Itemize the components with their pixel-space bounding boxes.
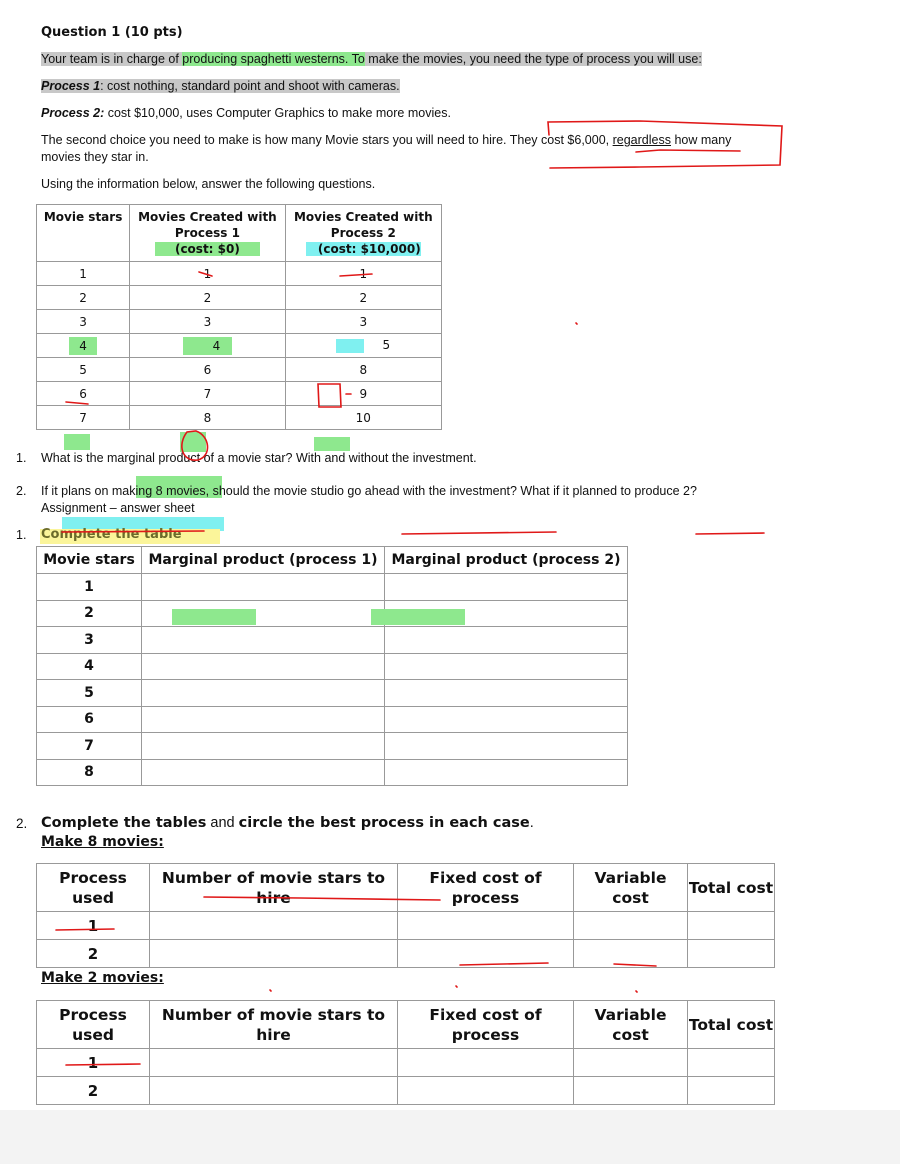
page-bottom-band: [0, 1110, 900, 1164]
mp2-cell[interactable]: [385, 733, 628, 760]
answer-cell[interactable]: [398, 912, 574, 940]
mp2-cell[interactable]: [385, 574, 628, 601]
answer-cell[interactable]: [688, 940, 775, 968]
process-1-line: [41, 78, 400, 95]
intro-line-1: [41, 51, 702, 68]
mp1-cell[interactable]: [142, 680, 385, 707]
table-row: 2: [37, 1077, 775, 1105]
section-2-title-d: .: [529, 815, 534, 831]
table-row: 1: [37, 1049, 775, 1077]
intro-line-1-post: make the movies, you need the type of process you will use:: [364, 52, 702, 66]
make-8-label: Make 8 movies:: [41, 834, 164, 850]
red-dot-mark: [270, 990, 271, 991]
stars-line-1-post: how many: [670, 133, 732, 147]
stars-line-1: [41, 132, 731, 149]
question-title: Question 1 (10 pts): [41, 25, 183, 40]
section-2-title-b: and: [206, 815, 239, 831]
section-2-number: 2.: [16, 816, 28, 831]
make-2-header: Process used Number of movie stars to hire Fixed cost of process Variable cost Total cost: [37, 1001, 775, 1049]
intro-highlight: producing spaghetti westerns. To: [182, 52, 365, 66]
marginal-product-table: [36, 546, 628, 786]
section-1-title: Complete the table: [41, 527, 182, 542]
answer-cell[interactable]: [574, 912, 688, 940]
answer-cell[interactable]: [574, 940, 688, 968]
question-2-number: 2.: [16, 484, 27, 498]
make-8-table: [36, 863, 775, 968]
section-1-number: 1.: [16, 528, 27, 542]
mp2-cell[interactable]: [385, 627, 628, 654]
process-2-text: cost $10,000, uses Computer Graphics to make more movies.: [104, 106, 451, 120]
make-2-table: [36, 1000, 775, 1105]
answer-cell[interactable]: [150, 940, 398, 968]
assignment-label: Assignment – answer sheet: [41, 501, 195, 515]
process-2-label: Process 2:: [41, 106, 105, 120]
highlight-mark: [371, 609, 465, 625]
mp2-cell[interactable]: [385, 706, 628, 733]
using-info-line: Using the information below, answer the following questions.: [41, 177, 376, 191]
table-row: 3: [37, 627, 628, 654]
table-row: 7: [37, 733, 628, 760]
answer-cell[interactable]: [150, 912, 398, 940]
table-row: 1 1 1: [37, 262, 442, 286]
question-2-text: If it plans on making 8 movies, should the movie studio go ahead with the investment? What if it planned to produce 2?: [41, 484, 697, 498]
answer-cell[interactable]: [574, 1049, 688, 1077]
question-1-number: 1.: [16, 451, 27, 465]
table-row: 7 8 10: [37, 406, 442, 430]
mp2-cell[interactable]: [385, 680, 628, 707]
mp1-cell[interactable]: [142, 733, 385, 760]
mp1-cell[interactable]: [142, 653, 385, 680]
header-process-1: Movies Created with Process 1 (cost: $0): [130, 205, 285, 262]
header-movie-stars: Movie stars: [37, 205, 130, 262]
highlight-mark: [314, 437, 350, 451]
table-row: 5 6 8: [37, 358, 442, 382]
answer-cell[interactable]: [688, 1049, 775, 1077]
table-row: 8: [37, 759, 628, 786]
mp1-cell[interactable]: [142, 759, 385, 786]
header-process-2: Movies Created with Process 2 (cost: $10,000): [285, 205, 441, 262]
section-2-title-a: Complete the tables: [41, 815, 207, 831]
highlight-mark: [172, 609, 256, 625]
table-row: 1: [37, 574, 628, 601]
table-row: 6: [37, 706, 628, 733]
highlight-mark: [64, 434, 90, 450]
process-1-label: Process 1: [41, 79, 101, 93]
red-underline-mark: [696, 533, 764, 534]
red-underline-mark: [402, 532, 556, 534]
answer-cell[interactable]: [688, 1077, 775, 1105]
table-row: 4: [37, 653, 628, 680]
movies-table: [36, 204, 442, 430]
highlight-mark: [180, 432, 206, 452]
marginal-product-header: Movie stars Marginal product (process 1) Marginal product (process 2): [37, 547, 628, 574]
process-2-cost: (cost: $10,000): [306, 242, 421, 256]
red-dot-mark: [636, 991, 637, 992]
table-row: 2: [37, 600, 628, 627]
table-row: 4 4 5: [37, 334, 442, 358]
question-1-text: What is the marginal product of a movie star? With and without the investment.: [41, 451, 477, 465]
stars-line-1-pre: The second choice you need to make is how many Movie stars you will need to hire. They cost $6,000,: [41, 133, 613, 147]
process-1-cost: (cost: $0): [155, 242, 260, 256]
mp1-cell[interactable]: [142, 627, 385, 654]
process-1-text: : cost nothing, standard point and shoot with cameras.: [100, 79, 400, 93]
movies-table-header: [37, 205, 442, 262]
process-2-line: [41, 105, 451, 122]
red-dot-mark: [576, 323, 577, 324]
table-row: 2 2 2: [37, 286, 442, 310]
section-2-title: [41, 815, 534, 831]
table-row: 2: [37, 940, 775, 968]
red-underline-mark: [636, 150, 740, 152]
answer-cell[interactable]: [398, 1049, 574, 1077]
make-2-label: Make 2 movies:: [41, 970, 164, 986]
answer-cell[interactable]: [574, 1077, 688, 1105]
red-dot-mark: [456, 986, 457, 987]
table-row: 1: [37, 912, 775, 940]
answer-cell[interactable]: [150, 1049, 398, 1077]
answer-cell[interactable]: [398, 1077, 574, 1105]
table-row: 3 3 3: [37, 310, 442, 334]
mp2-cell[interactable]: [385, 759, 628, 786]
table-row: 5: [37, 680, 628, 707]
section-2-title-c: circle the best process in each case: [238, 815, 530, 831]
mp1-cell[interactable]: [142, 574, 385, 601]
table-row: 6 7 9: [37, 382, 442, 406]
stars-line-2: movies they star in.: [41, 150, 149, 164]
mp2-cell[interactable]: [385, 653, 628, 680]
intro-line-1-pre: Your team is in charge of: [41, 52, 183, 66]
answer-cell[interactable]: [688, 912, 775, 940]
answer-cell[interactable]: [150, 1077, 398, 1105]
answer-cell[interactable]: [398, 940, 574, 968]
mp1-cell[interactable]: [142, 706, 385, 733]
make-8-header: Process used Number of movie stars to hire Fixed cost of process Variable cost Total cost: [37, 864, 775, 912]
stars-regardless: regardless: [612, 133, 671, 147]
